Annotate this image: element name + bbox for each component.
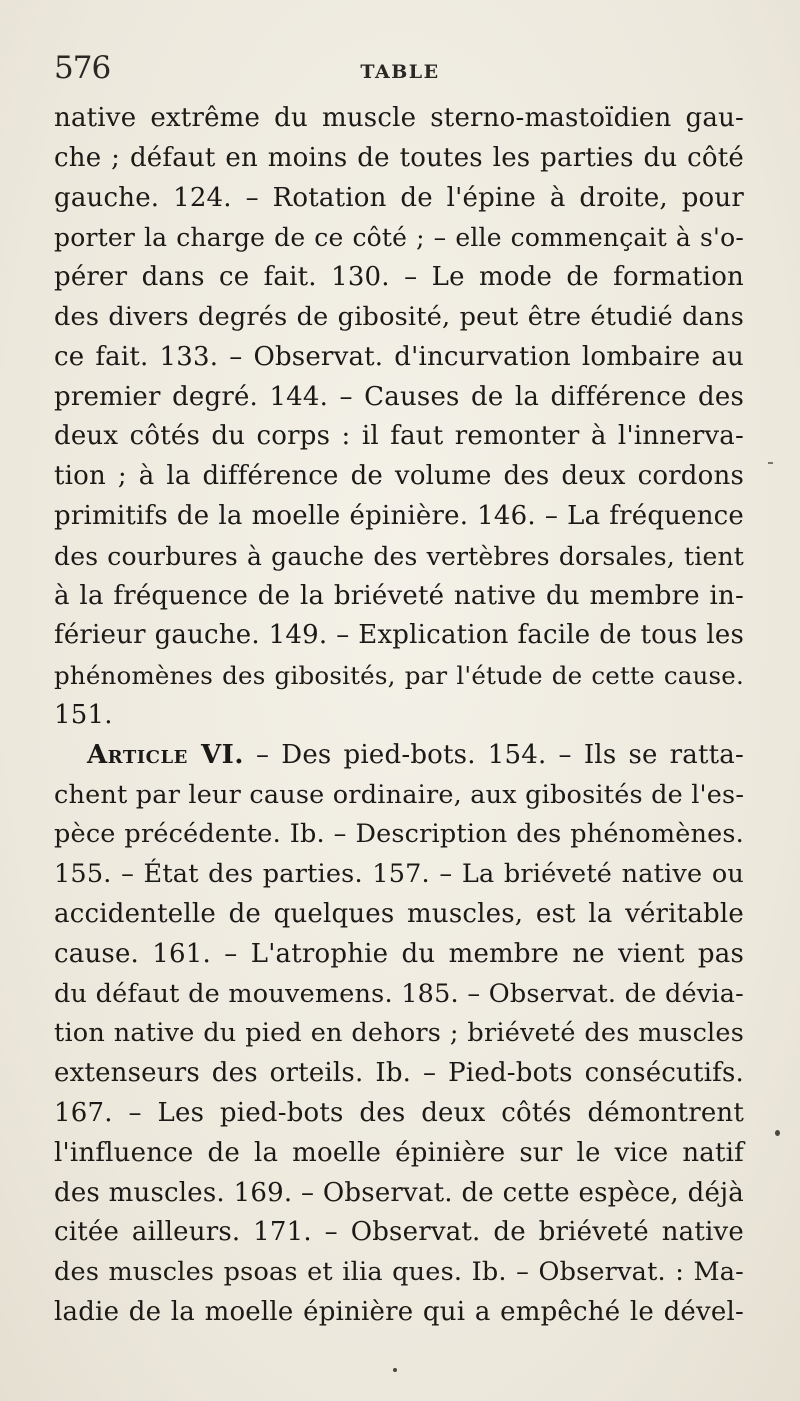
text-line-5: pérer dans ce fait. 130. – Le mode de formation — [54, 262, 744, 293]
article-line-5: accidentelle de quelques muscles, est la véritable — [54, 898, 744, 929]
text-line-1: native extrême du muscle sterno-mastoïdien gau- — [54, 103, 744, 133]
text-line-9: deux côtés du corps : il faut remonter à l'innerva- — [54, 421, 744, 452]
article-line-4: 155. – État des parties. 157. – La briéveté native ou — [54, 859, 744, 890]
text-line-3: gauche. 124. – Rotation de l'épine à droite, pour — [54, 182, 744, 213]
article-line-9: extenseurs des orteils. Ib. – Pied-bots consécutifs. — [54, 1058, 744, 1089]
text-line-2: che ; défaut en moins de toutes les parties du côté — [54, 142, 744, 173]
text-line-13: à la fréquence de la briéveté native du membre in- — [54, 580, 744, 611]
index-text — [54, 99, 744, 1333]
article-line-8: tion native du pied en dehors ; briéveté des muscles — [54, 1018, 744, 1049]
running-head — [0, 48, 800, 88]
article-line-12: des muscles. 169. – Observat. de cette espèce, déjà — [54, 1177, 744, 1208]
text-line-10: tion ; à la différence de volume des deux cordons — [54, 461, 744, 492]
article-line-1 — [54, 736, 744, 776]
article-line-1-text: – Des pied-bots. 154. – Ils se ratta- — [256, 739, 744, 770]
text-line-6: des divers degrés de gibosité, peut être étudié dans — [54, 301, 744, 332]
text-line-14: férieur gauche. 149. – Explication facile de tous les — [54, 620, 744, 651]
ink-speck — [775, 1130, 780, 1136]
article-line-15: ladie de la moelle épinière qui a empêché le dével- — [54, 1296, 744, 1327]
article-line-11: l'influence de la moelle épinière sur le vice natif — [54, 1137, 744, 1168]
running-title: TABLE — [360, 61, 440, 83]
ink-speck-bottom — [393, 1368, 397, 1372]
text-line-11: primitifs de la moelle épinière. 146. – La fréquence — [54, 500, 744, 531]
article-line-7: du défaut de mouvemens. 185. – Observat. de dévia- — [54, 978, 744, 1009]
article-line-3: pèce précédente. Ib. – Description des phénomènes. — [54, 819, 744, 850]
article-line-13: citée ailleurs. 171. – Observat. de briéveté native — [54, 1217, 744, 1248]
page-number: 576 — [54, 50, 111, 86]
text-line-12: des courbures à gauche des vertèbres dorsales, tient — [54, 541, 744, 571]
text-line-16: 151. — [54, 699, 113, 730]
article-label: Article VI. — [87, 739, 244, 770]
article-line-14: des muscles psoas et ilia ques. Ib. – Observat. : Ma- — [54, 1257, 744, 1288]
article-line-2: chent par leur cause ordinaire, aux gibosités de l'es- — [54, 779, 745, 810]
article-line-6: cause. 161. – L'atrophie du membre ne vient pas — [54, 938, 744, 969]
article-line-10: 167. – Les pied-bots des deux côtés démontrent — [54, 1097, 744, 1128]
text-line-8: premier degré. 144. – Causes de la différence des — [54, 381, 744, 412]
margin-mark — [768, 462, 773, 464]
text-line-4: porter la charge de ce côté ; – elle commençait à s'o- — [54, 223, 744, 253]
text-line-15: phénomènes des gibosités, par l'étude de cette cause. — [54, 661, 744, 691]
text-line-7: ce fait. 133. – Observat. d'incurvation lombaire au — [54, 341, 744, 372]
